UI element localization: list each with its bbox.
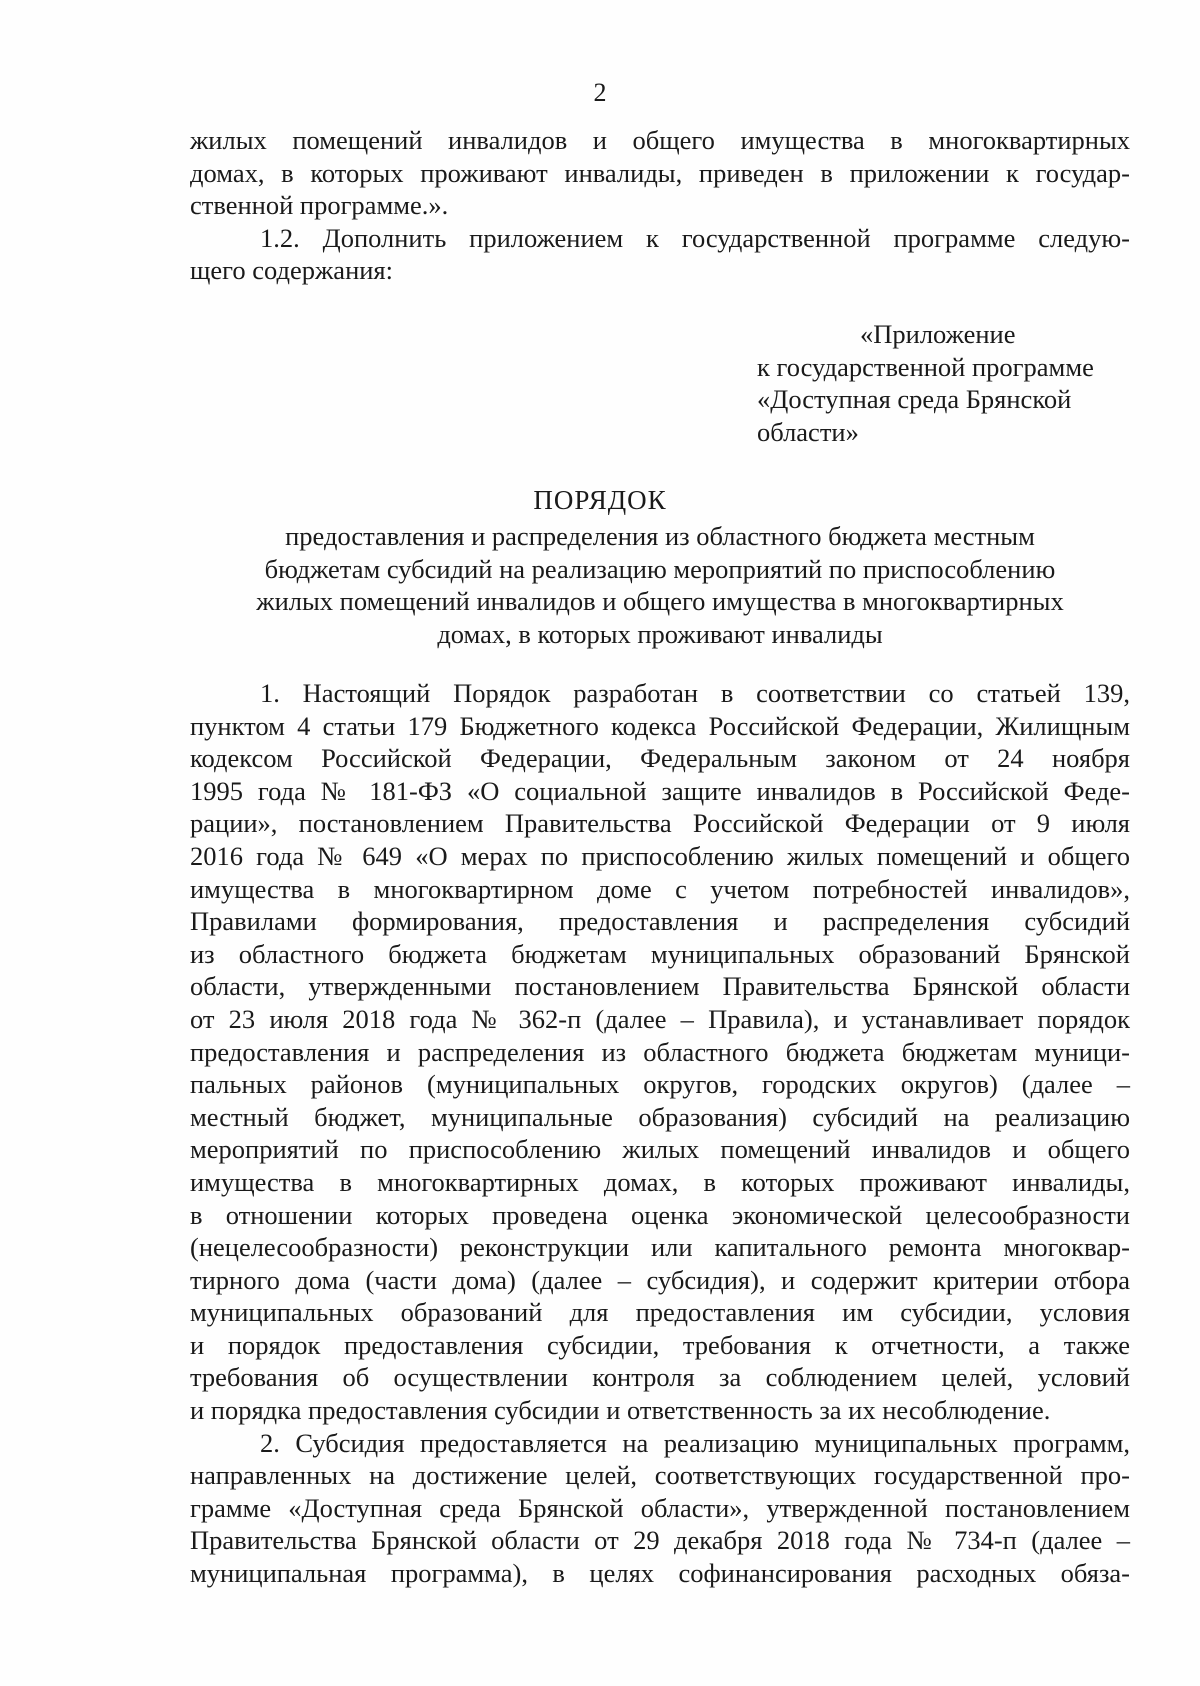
text-line: 2. Субсидия предоставляется на реализацию муниципальных программ,: [260, 1427, 1130, 1458]
appendix-line: «Приложение: [860, 319, 1016, 349]
text-line: Правилами формирования, предоставления и распределения субсидий: [190, 906, 1130, 937]
appendix-reference: [757, 318, 1094, 448]
text-line: имущества в многоквартирном доме с учетом потребностей инвалидов»,: [190, 873, 1130, 904]
text-line: и порядок предоставления субсидии, требования к отчетности, а также: [190, 1329, 1130, 1360]
text-line: пунктом 4 статьи 179 Бюджетного кодекса Российской Федерации, Жилищным: [190, 710, 1130, 741]
appendix-line: области»: [757, 416, 859, 447]
subtitle-line: жилых помещений инвалидов и общего имущества в многоквартирных: [256, 586, 1064, 617]
text-line: области, утвержденными постановлением Правительства Брянской области: [190, 971, 1130, 1002]
text-line: и порядка предоставления субсидии и ответственность за их несоблюдение.: [190, 1395, 1051, 1426]
text-line: от 23 июля 2018 года № 362-п (далее – Правила), и устанавливает порядок: [190, 1003, 1130, 1034]
body-paragraphs: [190, 677, 1130, 1590]
intro-paragraph: [190, 124, 1130, 287]
text-line: кодексом Российской Федерации, Федеральным законом от 24 ноября: [190, 743, 1130, 774]
text-line: Правительства Брянской области от 29 декабря 2018 года № 734-п (далее –: [190, 1525, 1130, 1556]
subtitle-line: бюджетам субсидий на реализацию мероприятий по приспособлению: [264, 553, 1056, 584]
subtitle-line: предоставления и распределения из областного бюджета местным: [285, 521, 1035, 551]
text-line: предоставления и распределения из областного бюджета бюджетам муници-: [190, 1036, 1130, 1067]
text-line: муниципальных образований для предоставления им субсидии, условия: [190, 1297, 1130, 1328]
text-line: из областного бюджета бюджетам муниципальных образований Брянской: [190, 938, 1130, 969]
text-line: требования об осуществлении контроля за соблюдением целей, условий: [190, 1362, 1130, 1393]
text-line: имущества в многоквартирных домах, в которых проживают инвалиды,: [190, 1166, 1130, 1197]
text-line: 2016 года № 649 «О мерах по приспособлению жилых помещений и общего: [190, 840, 1130, 871]
text-line: 1995 года № 181-ФЗ «О социальной защите инвалидов в Российской Феде-: [190, 775, 1130, 806]
text-line: мероприятий по приспособлению жилых помещений инвалидов и общего: [190, 1134, 1130, 1165]
text-line: жилых помещений инвалидов и общего имущества в многоквартирных: [190, 125, 1130, 155]
text-line: направленных на достижение целей, соответствующих государственной про-: [190, 1460, 1130, 1491]
text-line: пальных районов (муниципальных округов, городских округов) (далее –: [190, 1069, 1130, 1100]
text-line: муниципальная программа), в целях софинансирования расходных обяза-: [190, 1558, 1130, 1589]
text-line: тирного дома (части дома) (далее – субсидия), и содержит критерии отбора: [190, 1264, 1130, 1295]
text-line: (нецелесообразности) реконструкции или капитального ремонта многоквар-: [190, 1232, 1130, 1263]
document-subtitle: [190, 520, 1130, 650]
text-line: 1.2. Дополнить приложением к государственной программе следую-: [260, 222, 1130, 253]
subtitle-line: домах, в которых проживают инвалиды: [437, 618, 883, 649]
appendix-line: «Доступная среда Брянской: [757, 384, 1072, 415]
text-line: в отношении которых проведена оценка экономической целесообразности: [190, 1199, 1130, 1230]
text-line: щего содержания:: [190, 255, 393, 286]
text-line: грамме «Доступная среда Брянской области», утвержденной постановлением: [190, 1492, 1130, 1523]
appendix-line: к государственной программе: [757, 351, 1094, 382]
text-line: ственной программе.».: [190, 190, 449, 221]
text-line: 1. Настоящий Порядок разработан в соответствии со статьей 139,: [260, 678, 1130, 708]
text-line: рации», постановлением Правительства Российской Федерации от 9 июля: [190, 808, 1130, 839]
text-line: домах, в которых проживают инвалиды, приведен в приложении к государ-: [190, 157, 1130, 188]
document-title: ПОРЯДОК: [533, 485, 667, 515]
page-number: 2: [593, 78, 607, 107]
text-line: местный бюджет, муниципальные образования) субсидий на реализацию: [190, 1101, 1130, 1132]
